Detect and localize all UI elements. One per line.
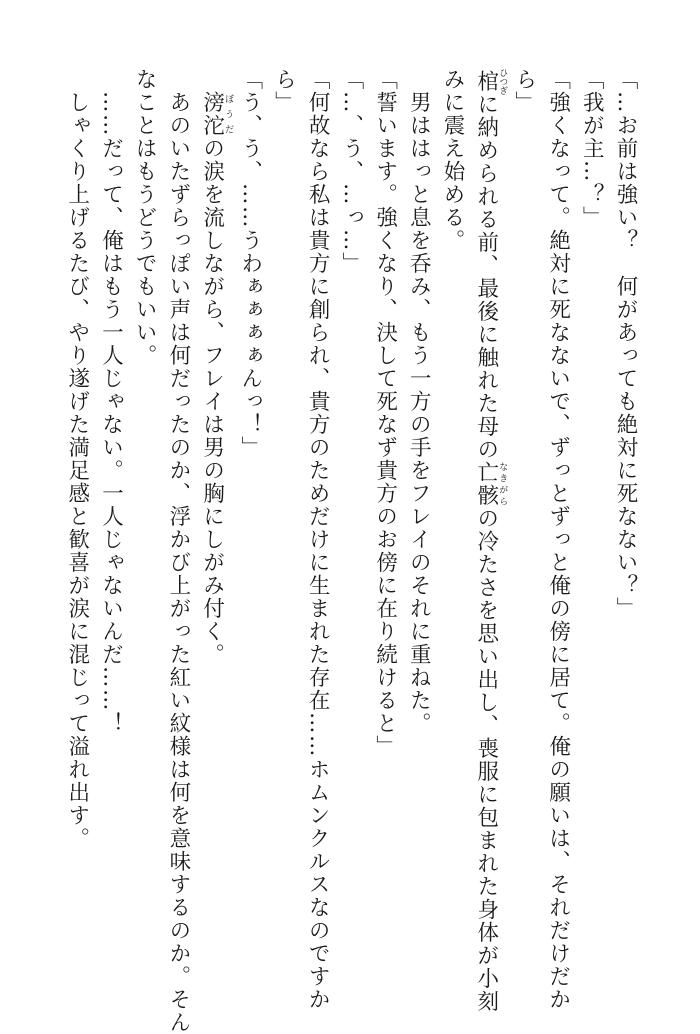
text-line-ruby (469, 68, 508, 1013)
ruby-base: 滂沱 (199, 91, 225, 137)
ruby-word (473, 461, 508, 507)
vertical-text-body (60, 68, 642, 1034)
ruby-base: 亡骸 (473, 461, 499, 507)
text-line: 「…、う、…っ…」 (338, 68, 364, 275)
ruby-reading: ぼうだ (223, 91, 234, 137)
text-line: ら」 (511, 68, 537, 114)
text-line: 男ははっと息を呑み、もう一方の手をフレイのそれに重ねた。 (406, 68, 432, 735)
text-line: 「強くなって。絶対に死なないで、ずっとずっと俺の傍に居て。俺の願いは、それだけだか (545, 68, 571, 1011)
ruby-base: 棺 (473, 68, 499, 95)
text-line: 「…お前は強い？ 何があっても絶対に死なない？」 (613, 68, 638, 620)
text-line: みに震え始める。 (439, 68, 465, 252)
text-line: 「何故なら私は貴方に創られ、貴方のためだけに生まれた存在……ホムンクルスなのですか (305, 68, 331, 1011)
ruby-reading: なきがら (497, 461, 508, 507)
text-segment: に納められる前、最後に触れた母の (473, 93, 499, 461)
text-line: 「う、う、……うわぁぁぁぁんっ！」 (237, 68, 263, 459)
text-line: 「誓います。強くなり、決して死なず貴方のお傍に在り続けると」 (372, 68, 398, 758)
text-segment: の冷たさを思い出し、喪服に包まれた身体が小刻 (473, 507, 499, 1013)
ruby-word (473, 68, 508, 95)
ruby-reading: ひつぎ (497, 68, 508, 95)
text-line: ら」 (271, 68, 297, 114)
text-line: あのいたずらっぽい声は何だったのか、浮かび上がった紅い紋様は何を意味するのか。そん (165, 68, 191, 1034)
text-line: なことはもうどうでもいい。 (132, 68, 158, 367)
ruby-word (199, 91, 234, 137)
text-line: ……だって、俺はもう一人じゃない。一人じゃないんだ……！ (98, 68, 124, 735)
text-line: 「我が主…？」 (579, 68, 605, 229)
text-line-ruby (195, 68, 233, 948)
text-segment: の涙を流しながら、フレイは男の胸にしがみ付く。 (199, 137, 225, 666)
text-line: しゃくり上げるたび、やり遂げた満足感と歓喜が涙に混じって溢れ出す。 (64, 68, 90, 850)
text-segment (200, 68, 225, 91)
